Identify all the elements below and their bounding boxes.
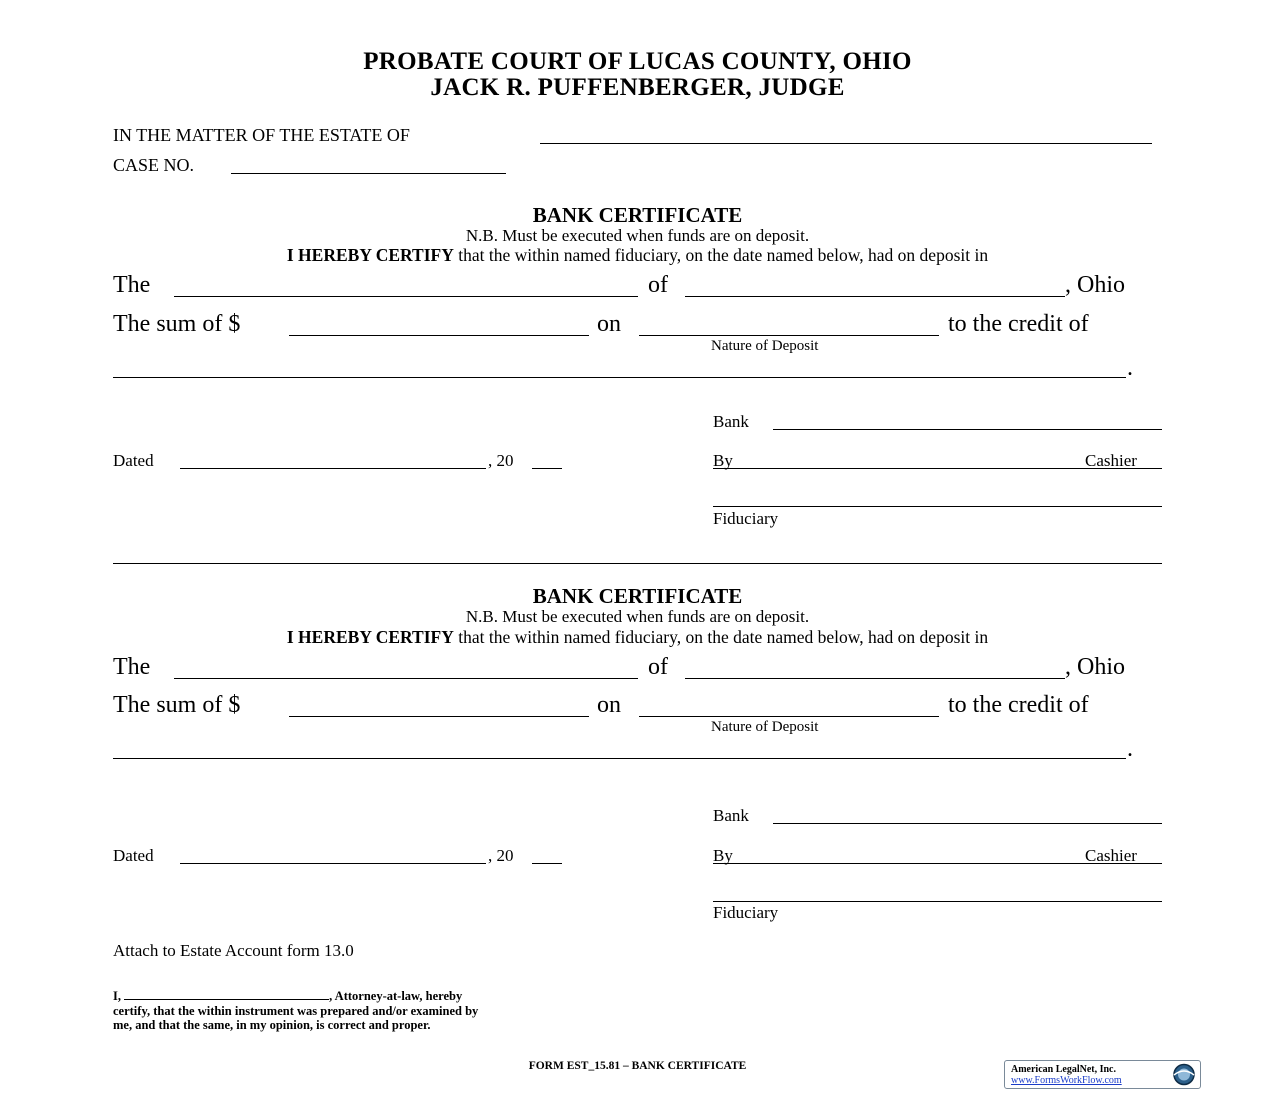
certificate-note: N.B. Must be executed when funds are on deposit.: [465, 226, 810, 245]
dated-label: Dated: [113, 846, 154, 865]
deposit-nature-field[interactable]: [639, 335, 939, 336]
estate-label: IN THE MATTER OF THE ESTATE OF: [113, 125, 410, 145]
ohio-label: , Ohio: [1065, 654, 1125, 680]
globe-icon: [1171, 1063, 1197, 1089]
fiduciary-label: Fiduciary: [713, 509, 779, 528]
fiduciary-label: Fiduciary: [713, 903, 779, 922]
case-number-field[interactable]: [231, 173, 506, 174]
date-field[interactable]: [180, 863, 486, 864]
certificate-title: BANK CERTIFICATE: [532, 584, 743, 608]
certify-statement: [0, 627, 1275, 648]
certificate-note: N.B. Must be executed when funds are on deposit.: [465, 607, 810, 626]
certify-bold: I HEREBY CERTIFY: [286, 627, 454, 647]
bank-label: Bank: [713, 806, 749, 825]
publisher-name: American LegalNet, Inc.: [1011, 1064, 1116, 1075]
year-field[interactable]: [532, 468, 562, 469]
credit-name-field[interactable]: [113, 377, 1126, 378]
by-label: By: [713, 451, 733, 470]
by-label: By: [713, 846, 733, 865]
attorney-certification: [113, 989, 493, 1033]
the-label: The: [113, 654, 151, 680]
on-label: on: [597, 311, 621, 337]
city-field[interactable]: [685, 678, 1065, 679]
attach-note: Attach to Estate Account form 13.0: [113, 941, 354, 960]
credit-name-field[interactable]: [113, 758, 1126, 759]
bank-name-field[interactable]: [174, 296, 638, 297]
section-divider: [113, 563, 1162, 564]
case-label: CASE NO.: [113, 155, 195, 175]
judge-title: JACK R. PUFFENBERGER, JUDGE: [430, 74, 845, 101]
on-label: on: [597, 692, 621, 718]
of-label: of: [648, 654, 668, 680]
credit-label: to the credit of: [948, 311, 1089, 337]
estate-name-field[interactable]: [540, 143, 1152, 144]
sum-label: The sum of $: [113, 311, 241, 337]
the-label: The: [113, 272, 151, 298]
nature-of-deposit-label: Nature of Deposit: [711, 719, 819, 735]
certify-statement: [0, 245, 1275, 266]
certify-text: that the within named fiduciary, on the date named below, had on deposit in: [458, 627, 989, 647]
attorney-prefix: I,: [113, 989, 121, 1003]
attorney-name-field[interactable]: [124, 989, 329, 1000]
bank-name-field[interactable]: [174, 678, 638, 679]
city-field[interactable]: [685, 296, 1065, 297]
credit-label: to the credit of: [948, 692, 1089, 718]
court-title: PROBATE COURT OF LUCAS COUNTY, OHIO: [363, 48, 912, 75]
form-footer: FORM EST_15.81 – BANK CERTIFICATE: [528, 1060, 747, 1072]
fiduciary-signature-field[interactable]: [713, 901, 1162, 902]
year-label: , 20: [488, 451, 514, 470]
sum-field[interactable]: [289, 716, 589, 717]
fiduciary-signature-field[interactable]: [713, 506, 1162, 507]
cashier-label: Cashier: [1085, 846, 1137, 865]
bank-signature-field[interactable]: [773, 823, 1162, 824]
sum-field[interactable]: [289, 335, 589, 336]
cashier-label: Cashier: [1085, 451, 1137, 470]
deposit-nature-field[interactable]: [639, 716, 939, 717]
dated-label: Dated: [113, 451, 154, 470]
nature-of-deposit-label: Nature of Deposit: [711, 338, 819, 354]
date-field[interactable]: [180, 468, 486, 469]
period: .: [1127, 355, 1133, 381]
certificate-title: BANK CERTIFICATE: [532, 203, 743, 227]
ohio-label: , Ohio: [1065, 272, 1125, 298]
bank-label: Bank: [713, 412, 749, 431]
bank-signature-field[interactable]: [773, 429, 1162, 430]
certify-bold: I HEREBY CERTIFY: [286, 245, 454, 265]
of-label: of: [648, 272, 668, 298]
year-field[interactable]: [532, 863, 562, 864]
year-label: , 20: [488, 846, 514, 865]
publisher-url[interactable]: www.FormsWorkFlow.com: [1011, 1075, 1122, 1086]
attorney-text: , Attorney-at-law, hereby certify, that the within instrument was prepared and/or examined by me, and that the same, in my opinion, is correct and proper.: [113, 989, 479, 1032]
sum-label: The sum of $: [113, 692, 241, 718]
period: .: [1127, 736, 1133, 762]
certify-text: that the within named fiduciary, on the date named below, had on deposit in: [458, 245, 989, 265]
publisher-logo: [1004, 1060, 1201, 1089]
